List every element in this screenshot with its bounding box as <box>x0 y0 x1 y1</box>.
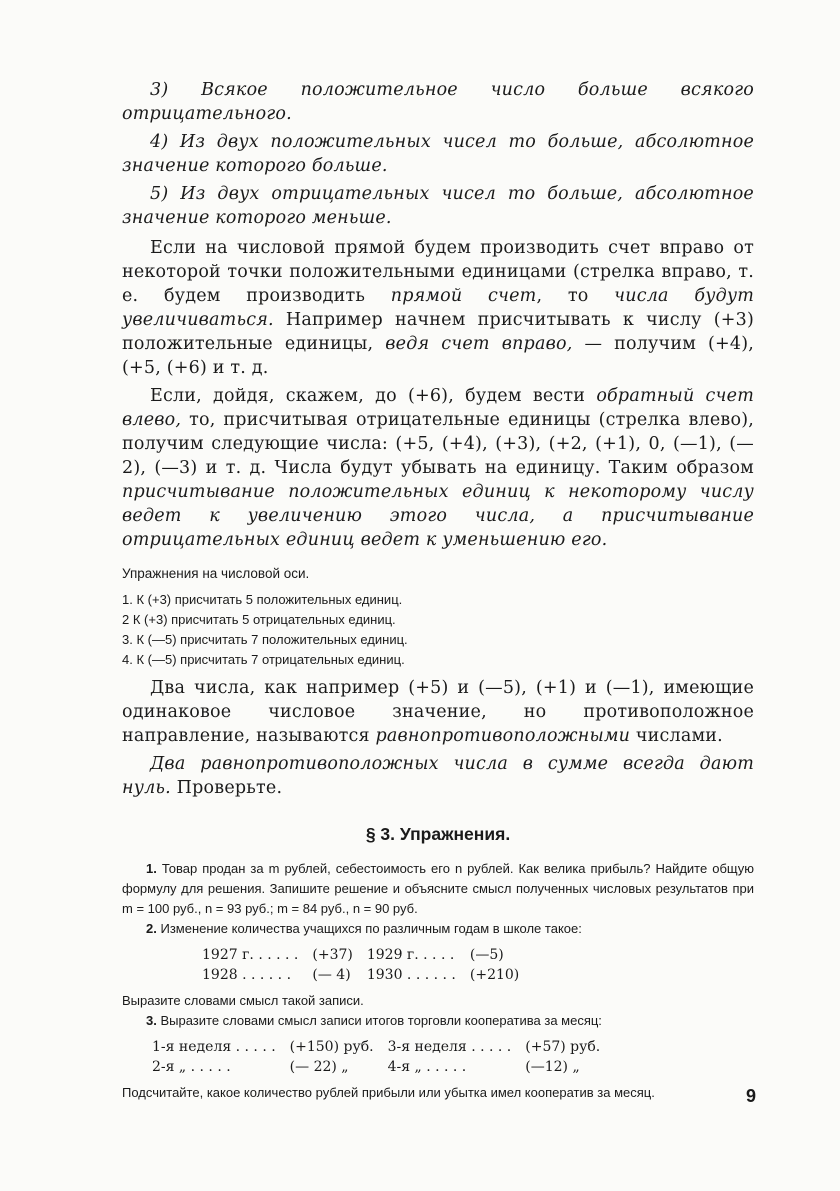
table-cell: 1927 г. . . . . . <box>202 947 299 963</box>
exercise-item <box>122 650 754 670</box>
emphasis: Два равнопротивоположных числа в сумме всегда дают нуль. <box>122 754 754 798</box>
text: Два числа, как например (+5) и (—5), (+1) и (—1), имеющие одинаковое числовое значение, но противоположное направление, называются <box>122 678 754 746</box>
problem-2 <box>122 919 754 939</box>
exercise-number: 3. <box>122 632 133 647</box>
exercise-item <box>122 610 754 630</box>
table-row <box>202 965 533 985</box>
exercise-number: 2 <box>122 612 130 627</box>
table-row <box>152 1057 614 1077</box>
table-cell: (+210) <box>469 967 520 983</box>
text: Проверьте. <box>170 778 283 798</box>
problem-number: 1. <box>146 861 157 876</box>
section-title: § 3. Упражнения. <box>365 824 511 844</box>
text: — получим (+4), (+5, (+6) и т. д. <box>122 334 754 378</box>
table-cell: (—12) „ <box>525 1059 580 1075</box>
table-cell: 1928 . . . . . . <box>202 967 292 983</box>
emphasis: равнопротивоположными <box>375 726 631 746</box>
emphasis: обратный счет влево, <box>122 386 754 430</box>
exercise-text: К (—5) присчитать 7 положительных единиц. <box>136 632 408 647</box>
table-cell: 3-я неделя . . . . . <box>387 1039 512 1055</box>
problem-3-after: Подсчитайте, какое количество рублей прибыли или убытка имел кооператив за месяц. <box>122 1085 655 1100</box>
rule-5: 5) Из двух отрицательных чисел то больше, абсолютное значение которого меньше. <box>122 184 754 228</box>
text: Если на числовой прямой будем производить счет вправо от некоторой точки положительными единицами (стрелка вправо, т. е. будем производить <box>122 238 754 306</box>
paragraph-backward-count <box>122 384 754 552</box>
text: Если, дойдя, скажем, до (+6), будем вести <box>150 386 597 406</box>
problem-number: 2. <box>146 921 157 936</box>
cooperative-table <box>152 1037 614 1077</box>
table-cell: 1-я неделя . . . . . <box>152 1039 276 1055</box>
problem-text: Изменение количества учащихся по различным годам в школе такое: <box>160 921 582 936</box>
rule-3: 3) Всякое положительное число больше всякого отрицательного. <box>122 80 754 124</box>
table-cell: 1930 . . . . . . <box>366 967 456 983</box>
problem-2-after: Выразите словами смысл такой записи. <box>122 993 364 1008</box>
table-cell: (—5) <box>469 947 504 963</box>
page-number: 9 <box>746 1086 757 1106</box>
text: числами. <box>630 726 723 746</box>
table-row <box>202 945 533 965</box>
table-cell: (+150) руб. <box>289 1039 374 1055</box>
table-cell: (+37) <box>312 947 353 963</box>
paragraph-opposite-numbers <box>122 676 754 748</box>
exercise-text: К (+3) присчитать 5 положительных единиц. <box>136 592 403 607</box>
text: то, присчитывая отрицательные единицы (стрелка влево), получим следующие числа: (+5, (+4), (+3), (+2, (+1), 0, (—1), (—2), (—3) и т. д. Числа будут убывать на единицу. Таким образом <box>122 410 754 478</box>
problem-3 <box>122 1011 754 1031</box>
text: , то <box>536 286 615 306</box>
problem-text: Товар продан за m рублей, себестоимость его n рублей. Как велика прибыль? Найдите общую формулу для решения. Запишите решение и объясните смысл полученных числовых результатов при m = 100 руб., n = 93 руб.; m = 84 руб., n = 90 руб. <box>122 861 754 916</box>
emphasis: числа будут увеличиваться. <box>122 286 755 330</box>
exercise-number: 4. <box>122 652 133 667</box>
emphasis: прямой счет <box>390 286 537 306</box>
exercises-heading: Упражнения на числовой оси. <box>122 566 310 581</box>
exercise-text: К (+3) присчитать 5 отрицательных единиц. <box>132 612 396 627</box>
table-row <box>152 1037 614 1057</box>
problem-number: 3. <box>146 1013 157 1028</box>
rule-4: 4) Из двух положительных чисел то больше, абсолютное значение которого больше. <box>122 132 754 176</box>
table-cell: 2-я „ . . . . . <box>152 1059 231 1075</box>
exercise-item <box>122 590 754 610</box>
exercise-number: 1. <box>122 592 133 607</box>
table-cell: 1929 г. . . . . <box>366 947 455 963</box>
exercise-item <box>122 630 754 650</box>
problem-text: Выразите словами смысл записи итогов торговли кооператива за месяц: <box>160 1013 602 1028</box>
table-cell: 4-я „ . . . . . <box>387 1059 467 1075</box>
text: Например начнем присчитывать к числу (+3) положительные единицы, <box>122 310 754 354</box>
table-cell: (+57) руб. <box>525 1039 601 1055</box>
table-cell: (— 22) „ <box>289 1059 349 1075</box>
page-content <box>122 78 754 1103</box>
emphasis: ведя счет вправо, <box>385 334 573 354</box>
problem-1 <box>122 859 754 919</box>
paragraph-forward-count <box>122 236 754 380</box>
exercises-list <box>122 590 754 670</box>
students-table <box>202 945 533 985</box>
emphasis: присчитывание положительных единиц к некоторому числу ведет к увеличению этого числа, а присчитывание отрицательных единиц ведет к уменьшению его. <box>122 482 754 550</box>
paragraph-sum-zero <box>122 752 754 800</box>
table-cell: (— 4) <box>312 967 351 983</box>
exercise-text: К (—5) присчитать 7 отрицательных единиц. <box>136 652 405 667</box>
